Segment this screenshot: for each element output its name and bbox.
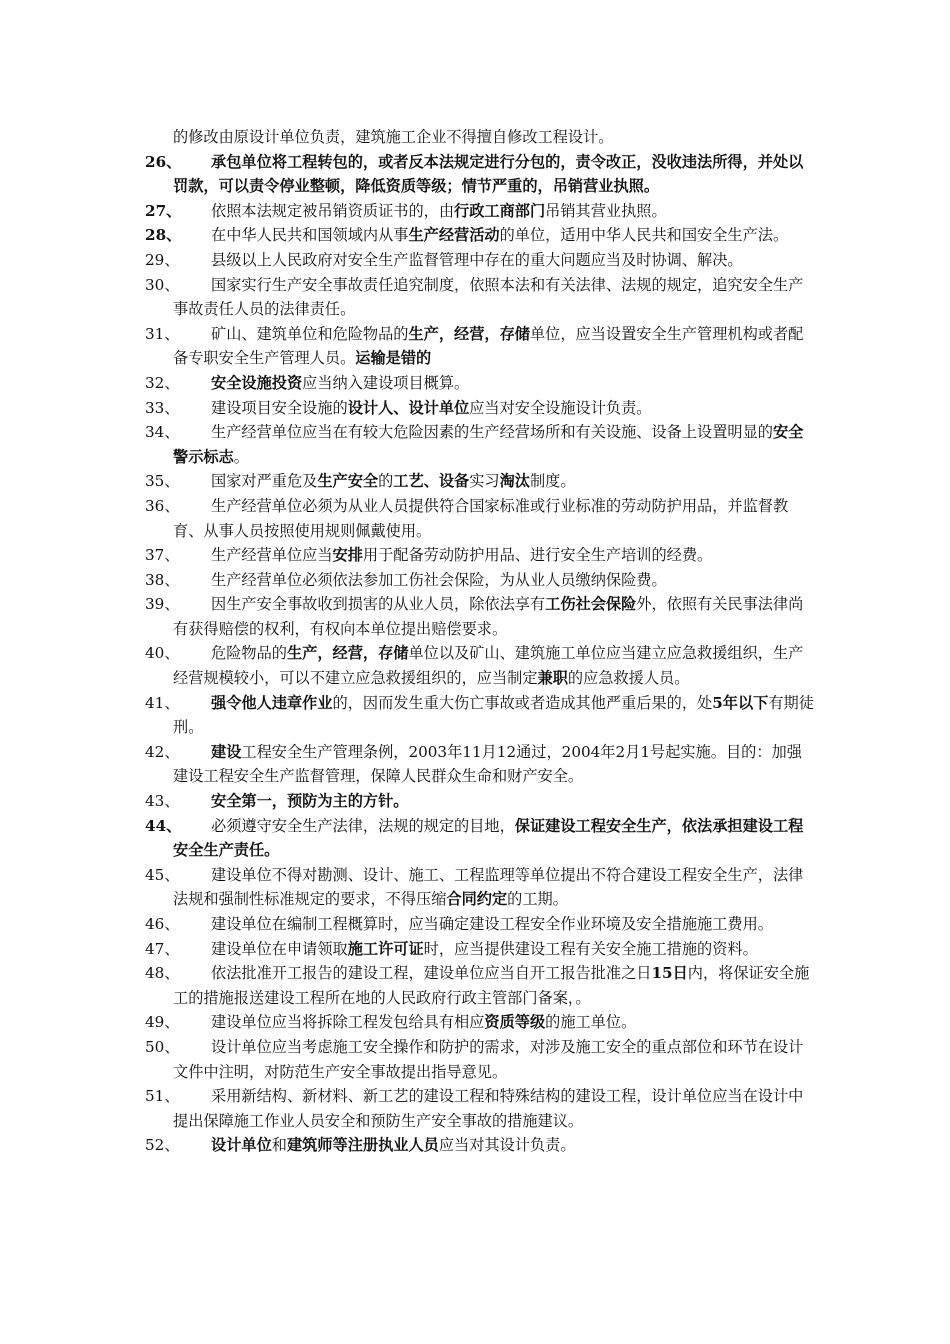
text: 有期徒刑。: [173, 693, 814, 737]
document-body: [145, 125, 815, 1158]
item-number: 32、: [145, 373, 180, 392]
text: 外，依照有关民事法律尚有获得赔偿的权利，有权向本单位提出赔偿要求。: [173, 595, 804, 638]
item-number: 51、: [145, 1087, 180, 1106]
text: 。: [233, 447, 249, 466]
text: 单位，应当设置安全生产管理机构或者配备专职安全生产管理人员。: [173, 324, 804, 368]
text: 内，将保证安全施工的措施报送建设工程所在地的人民政府行政主管部门备案，。: [173, 964, 810, 1007]
text: 生产经营单位应当: [211, 546, 333, 565]
text: 的: [378, 472, 394, 491]
item-number: 30、: [145, 275, 180, 294]
item-number: 31、: [145, 324, 180, 343]
list-item: [145, 1010, 815, 1035]
text: 和: [271, 1136, 287, 1155]
item-number: 49、: [145, 1013, 180, 1032]
bold-text: 安全设施投资: [211, 373, 303, 392]
list-item: [145, 1035, 815, 1084]
list-item: [145, 199, 815, 224]
bold-text: 生产，经营，存储: [286, 644, 409, 663]
item-number: 45、: [145, 865, 180, 884]
text: 工程安全生产管理条例，2003年11月12通过，2004年2月1号起实施。目的：加强建设工程安全生产监督管理，保障人民群众生命和财产安全。: [173, 742, 802, 786]
bold-text: 15日: [651, 964, 688, 983]
text: 依照本法规定被吊销资质证书的，由: [211, 201, 454, 220]
text: 应当对其设计负责。: [438, 1136, 576, 1155]
text: 在中华人民共和国领域内从事: [211, 226, 409, 245]
list-item: [145, 150, 815, 199]
list-item: [145, 641, 815, 690]
list-item: [145, 469, 815, 494]
list-item: [145, 937, 815, 962]
list-item: [145, 371, 815, 396]
item-number: 36、: [145, 496, 180, 515]
bold-text: 生产安全: [317, 472, 379, 491]
text: 国家实行生产安全事故责任追究制度，依照本法和有关法律、法规的规定，追究安全生产事故责任人员的法律责任。: [173, 275, 804, 319]
list-item: [145, 1084, 815, 1133]
item-number: 37、: [145, 546, 180, 565]
list-item: [145, 789, 815, 814]
item-number: 33、: [145, 398, 180, 417]
text: 的工期。: [507, 890, 568, 909]
text: 的应急救援人员。: [567, 669, 690, 688]
text: 生产经营单位必须依法参加工伤社会保险，为从业人员缴纳保险费。: [211, 570, 667, 589]
item-number: 50、: [145, 1037, 180, 1056]
item-number: 28、: [145, 226, 182, 245]
bold-text: 生产经营活动: [408, 226, 500, 245]
bold-text: 兼职: [537, 669, 568, 688]
list-item: [145, 248, 815, 273]
list-item: [145, 568, 815, 593]
text: 国家对严重危及: [211, 472, 318, 491]
bold-text: 建筑师等注册执业人员: [286, 1136, 439, 1155]
bold-text: 安排: [332, 546, 363, 565]
bold-text: 淘汰: [499, 472, 530, 491]
bold-text: 建设: [211, 742, 242, 761]
bold-text: 安全警示标志: [173, 423, 804, 466]
list-item: [145, 912, 815, 937]
text: 建设项目安全设施的: [211, 398, 348, 417]
text: 设计单位应当考虑施工安全操作和防护的需求，对涉及施工安全的重点部位和环节在设计文件中注明，对防范生产安全事故提出指导意见。: [173, 1037, 804, 1081]
text: 因生产安全事故收到损害的从业人员，除依法享有: [211, 595, 546, 614]
list-item: [145, 814, 815, 863]
item-number: 52、: [145, 1136, 180, 1155]
text: 的修改由原设计单位负责，建筑施工企业不得擅自修改工程设计。: [173, 128, 614, 146]
list-item: [145, 494, 815, 543]
item-number: 29、: [145, 250, 180, 269]
bold-text: 设计单位: [211, 1136, 272, 1155]
text: 应当对安全设施设计负责。: [469, 398, 652, 417]
list-item: [145, 691, 815, 740]
item-number: 42、: [145, 742, 180, 761]
bold-text: 行政工商部门: [454, 201, 546, 220]
text: 危险物品的: [211, 644, 287, 663]
text: 单位以及矿山、建筑施工单位应当建立应急救援组织，生产经营规模较小，可以不建立应急救援组织的，应当制定: [173, 644, 804, 688]
bold-text: 合同约定: [446, 890, 508, 909]
item-number: 40、: [145, 644, 180, 663]
text: 的，因而发生重大伤亡事故或者造成其他严重后果的，处: [332, 693, 713, 712]
list-item: [145, 273, 815, 322]
bold-text: 强令他人违章作业: [211, 693, 333, 712]
text: 采用新结构、新材料、新工艺的建设工程和特殊结构的建设工程，设计单位应当在设计中提出保障施工作业人员安全和预防生产安全事故的措施建议。: [173, 1087, 804, 1130]
item-number: 47、: [145, 939, 180, 958]
item-number: 26、: [145, 152, 182, 171]
text: 应当纳入建设项目概算。: [302, 373, 470, 392]
item-number: 44、: [145, 816, 182, 835]
item-number: 35、: [145, 472, 180, 491]
text: 的单位，适用中华人民共和国安全生产法。: [499, 226, 789, 245]
bold-text: 工艺、设备: [393, 472, 470, 491]
bold-text: 运输是错的: [355, 349, 432, 368]
bold-text: 施工许可证: [347, 939, 424, 958]
text: 生产经营单位必须为从业人员提供符合国家标准或行业标准的劳动防护用品，并监督教育、从事人员按照使用规则佩戴使用。: [173, 496, 789, 540]
continuation-text: [145, 125, 815, 150]
text: 必须遵守安全生产法律，法规的规定的目地，: [211, 816, 515, 835]
list-item: [145, 863, 815, 912]
list-item: [145, 740, 815, 789]
text: 时，应当提供建设工程有关安全施工措施的资料。: [423, 939, 758, 958]
list-item: [145, 961, 815, 1010]
list-item: [145, 543, 815, 568]
bold-text: 设计人、设计单位: [347, 398, 470, 417]
list-item: [145, 396, 815, 421]
text: 用于配备劳动防护用品、进行安全生产培训的经费。: [362, 546, 713, 565]
text: 矿山、建筑单位和危险物品的: [211, 324, 409, 343]
text: 的施工单位。: [545, 1013, 637, 1032]
text: 实习: [469, 472, 500, 491]
list-item: [145, 322, 815, 371]
text: 建设单位应当将拆除工程发包给具有相应: [211, 1013, 485, 1032]
item-number: 34、: [145, 423, 180, 442]
list-item: [145, 420, 815, 469]
item-number: 46、: [145, 915, 180, 933]
text: 吊销其营业执照。: [545, 201, 667, 220]
item-number: 48、: [145, 964, 180, 983]
bold-text: 生产，经营，存储: [408, 324, 530, 343]
bold-text: 承包单位将工程转包的，或者反本法规定进行分包的，责令改正，没收违法所得，并处以罚款，可以责令停业整顿，降低资质等级；情节严重的，吊销营业执照。: [173, 152, 804, 196]
text: 县级以上人民政府对安全生产监督管理中存在的重大问题应当及时协调、解决。: [211, 250, 743, 269]
item-number: 41、: [145, 693, 180, 712]
list-item: [145, 223, 815, 248]
item-number: 43、: [145, 792, 180, 811]
text: 建设单位在编制工程概算时，应当确定建设工程安全作业环境及安全措施施工费用。: [211, 915, 773, 933]
bold-text: 安全第一，预防为主的方针。: [211, 792, 409, 811]
text: 生产经营单位应当在有较大危险因素的生产经营场所和有关设施、设备上设置明显的: [211, 423, 773, 442]
text: 建设单位在申请领取: [211, 939, 348, 958]
list-item: [145, 592, 815, 641]
text: 制度。: [529, 472, 576, 491]
bold-text: 工伤社会保险: [545, 595, 637, 614]
list-item: [145, 1133, 815, 1158]
item-number: 39、: [145, 595, 180, 614]
text: 建设单位不得对勘测、设计、施工、工程监理等单位提出不符合建设工程安全生产，法律法规和强制性标准规定的要求，不得压缩: [173, 865, 804, 909]
item-number: 38、: [145, 570, 180, 589]
bold-text: 保证建设工程安全生产，依法承担建设工程安全生产责任。: [173, 816, 804, 860]
item-number: 27、: [145, 201, 182, 220]
text: 依法批准开工报告的建设工程，建设单位应当自开工报告批准之日: [211, 964, 652, 983]
bold-text: 5年以下: [712, 693, 769, 712]
bold-text: 资质等级: [484, 1013, 546, 1032]
